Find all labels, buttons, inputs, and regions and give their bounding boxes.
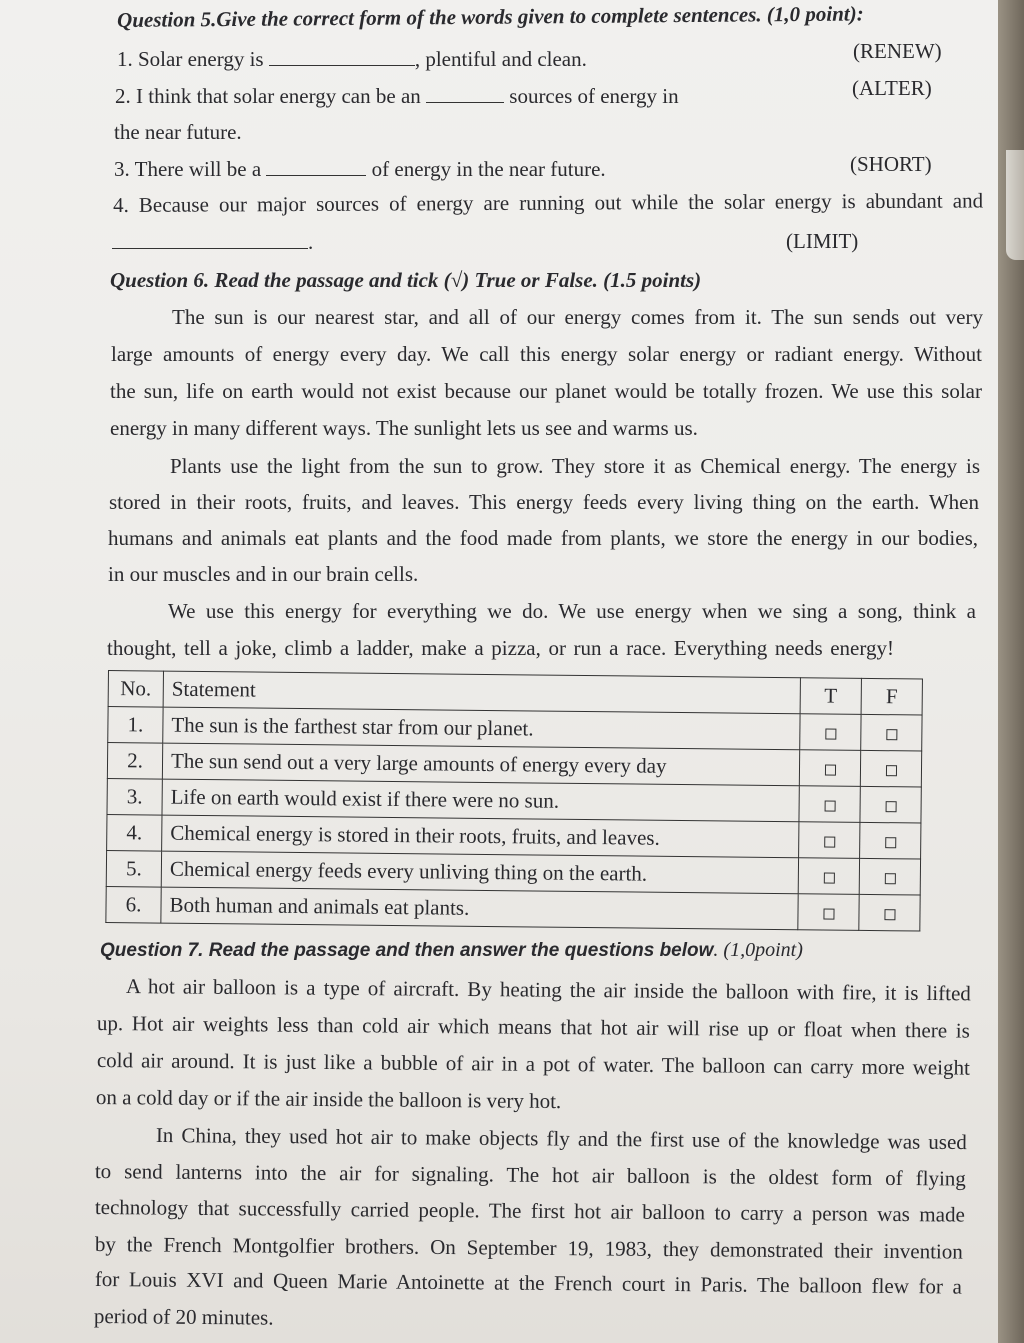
q7-heading <box>100 935 803 965</box>
q5-heading: Question 5.Give the correct form of the words given to complete sentences. (1,0 point): <box>117 1 864 32</box>
q5-s3-pre: 3. There will be a <box>114 157 262 181</box>
true-checkbox[interactable] <box>823 872 834 883</box>
row-number: 2. <box>107 743 162 780</box>
true-checkbox[interactable] <box>824 764 835 775</box>
q5-s3-word: (SHORT) <box>850 152 932 176</box>
q5-s4-end: . <box>308 230 314 254</box>
q6-passage-line-4: energy in many different ways. The sunlight lets us see and warms us. <box>110 416 698 440</box>
q5-s4-word: (LIMIT) <box>786 229 859 253</box>
true-cell <box>799 750 860 787</box>
q5-s3-post: of energy in the near future. <box>371 157 606 181</box>
q7-passage-line-7: technology that successfully carried people. The first hot air balloon to carry a person was made <box>94 1194 965 1227</box>
q7-heading-points: . (1,0point) <box>713 939 803 961</box>
q5-s2-continuation: the near future. <box>114 120 242 144</box>
true-checkbox[interactable] <box>824 800 835 811</box>
true-cell <box>799 822 860 859</box>
row-statement: Life on earth would exist if there were no sun. <box>162 779 799 822</box>
q7-passage-line-8: by the French Montgolfier brothers. On September 19, 1983, they demonstrated their invention <box>94 1231 963 1264</box>
row-statement: The sun send out a very large amounts of energy every day <box>162 743 799 786</box>
false-cell <box>860 822 921 859</box>
table-row <box>106 886 920 931</box>
row-statement: Chemical energy feeds every unliving thing on the earth. <box>161 851 798 894</box>
false-cell <box>859 858 920 895</box>
q7-passage-line-10: period of 20 minutes. <box>93 1303 274 1330</box>
q6-heading: Question 6. Read the passage and tick (√) True or False. (1.5 points) <box>110 268 702 292</box>
q5-sentence-1 <box>117 45 587 73</box>
q5-sentence-2 <box>115 82 679 110</box>
row-number: 4. <box>107 814 162 851</box>
q5-s2-pre: 2. I think that solar energy can be an <box>115 84 421 108</box>
false-checkbox[interactable] <box>884 909 895 920</box>
row-number: 3. <box>107 778 162 815</box>
q6-passage-line-9: We use this energy for everything we do. We use energy when we sing a song, think a <box>168 599 976 623</box>
false-cell <box>861 714 922 751</box>
header-statement: Statement <box>163 671 800 714</box>
true-cell <box>800 714 861 751</box>
row-number: 6. <box>106 886 161 923</box>
false-checkbox[interactable] <box>884 873 895 884</box>
q6-passage-line-1: The sun is our nearest star, and all of our energy comes from it. The sun sends out very <box>172 305 983 329</box>
q6-passage-line-5: Plants use the light from the sun to grow. They store it as Chemical energy. The energy is <box>170 454 980 478</box>
header-false: F <box>861 678 922 715</box>
row-statement: Chemical energy is stored in their roots, fruits, and leaves. <box>162 815 799 858</box>
q5-s3-blank[interactable] <box>266 157 366 176</box>
q6-passage-line-8: in our muscles and in our brain cells. <box>108 562 419 586</box>
q6-passage-line-3: the sun, life on earth would not exist because our planet would be totally frozen. We use this solar <box>110 379 982 403</box>
false-checkbox[interactable] <box>885 837 896 848</box>
q5-s4-line <box>112 228 313 256</box>
q7-passage-line-5: In China, they used hot air to make objects fly and the first use of the knowledge was used <box>155 1122 967 1155</box>
row-statement: Both human and animals eat plants. <box>161 887 798 930</box>
false-cell <box>860 750 921 787</box>
row-number: 5. <box>106 850 161 887</box>
true-cell <box>799 786 860 823</box>
row-number: 1. <box>108 707 163 744</box>
q6-passage-line-6: stored in their roots, fruits, and leaves. This energy feeds every living thing on the earth. When <box>109 490 979 514</box>
q5-sentence-4: 4. Because our major sources of energy are running out while the solar energy is abundant and <box>113 188 984 217</box>
q5-s1-post: , plentiful and clean. <box>414 47 587 71</box>
q7-passage-line-2: up. Hot air weights less than cold air which means that hot air will rise up or float when there is <box>96 1010 970 1043</box>
q6-passage-line-10: thought, tell a joke, climb a ladder, make a pizza, or run a race. Everything needs energy! <box>107 636 894 660</box>
q5-sentence-3 <box>114 155 606 183</box>
true-checkbox[interactable] <box>825 728 836 739</box>
q5-s1-word: (RENEW) <box>853 39 942 63</box>
false-cell <box>860 786 921 823</box>
q6-passage-line-2: large amounts of energy every day. We call this energy solar energy or radiant energy. Without <box>111 342 982 366</box>
true-false-table <box>105 670 923 932</box>
true-checkbox[interactable] <box>823 908 834 919</box>
false-checkbox[interactable] <box>886 729 897 740</box>
q7-heading-title: Question 7. Read the passage and then answer the questions below <box>100 940 714 961</box>
q6-passage-line-7: humans and animals eat plants and the food made from plants, we store the energy in our bodies, <box>108 526 978 550</box>
q7-passage-line-3: cold air around. It is just like a bubble of air in a pot of water. The balloon can carry more weight <box>96 1047 970 1080</box>
q7-passage-line-4: on a cold day or if the air inside the balloon is very hot. <box>95 1084 562 1114</box>
page-corner-fold <box>1006 150 1024 260</box>
header-no: No. <box>108 671 163 708</box>
false-cell <box>859 894 920 931</box>
q7-passage-line-9: for Louis XVI and Queen Marie Antoinette at the French court in Paris. The balloon flew for a <box>94 1266 962 1299</box>
q5-s2-post: sources of energy in <box>509 84 679 108</box>
row-statement: The sun is the farthest star from our planet. <box>163 707 800 750</box>
header-true: T <box>800 678 861 715</box>
q5-s2-word: (ALTER) <box>852 76 932 100</box>
q5-s1-pre: 1. Solar energy is <box>117 47 264 71</box>
q7-passage-line-6: to send lanterns into the air for signaling. The hot air balloon is the oldest form of flying <box>94 1158 966 1191</box>
true-checkbox[interactable] <box>824 836 835 847</box>
false-checkbox[interactable] <box>885 765 896 776</box>
true-cell <box>798 894 859 931</box>
q7-passage-line-1: A hot air balloon is a type of aircraft. By heating the air inside the balloon with fire, it is lifted <box>125 973 971 1006</box>
q5-s1-blank[interactable] <box>269 47 415 66</box>
q5-s4-blank[interactable] <box>112 230 308 249</box>
true-cell <box>798 858 859 895</box>
q5-s2-blank[interactable] <box>426 84 504 103</box>
false-checkbox[interactable] <box>885 801 896 812</box>
